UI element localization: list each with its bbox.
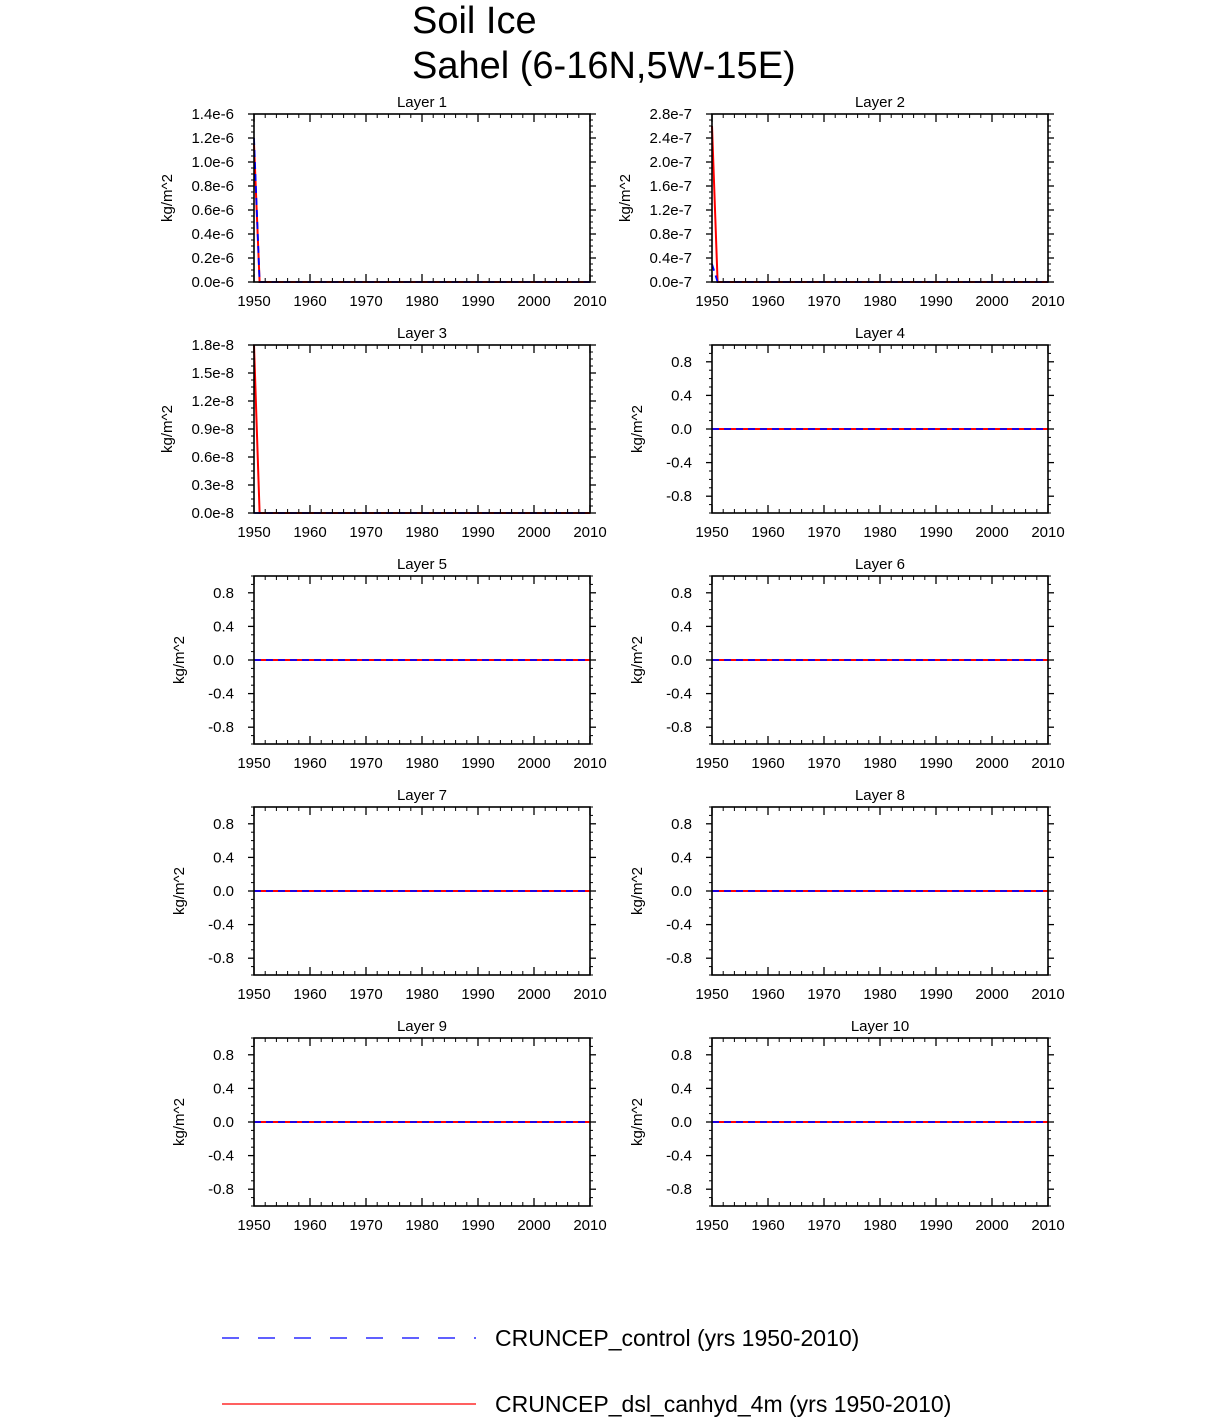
y-tick-label: 0.0 [671, 883, 692, 900]
x-tick-label: 1990 [919, 755, 953, 772]
x-tick-label: 1960 [293, 1217, 327, 1234]
y-tick-label: 0.8 [671, 353, 692, 371]
y-tick-label: 0.8 [213, 1046, 234, 1064]
x-tick-label: 2010 [1031, 524, 1065, 541]
y-tick-label: 0.8 [671, 815, 692, 833]
x-tick-label: 2000 [517, 293, 551, 310]
x-tick-label: 1960 [751, 524, 785, 541]
y-tick-label: 0.0 [213, 652, 234, 669]
x-tick-label: 1990 [461, 524, 495, 541]
x-tick-label: 1970 [807, 293, 841, 310]
panel-title: Layer 2 [854, 94, 906, 111]
y-tick-label: 0.4e-7 [649, 250, 692, 267]
x-tick-label: 1960 [751, 293, 785, 310]
x-tick-label: 1950 [237, 755, 271, 772]
panel-title: Layer 6 [854, 556, 906, 573]
plot-frame [254, 114, 590, 282]
x-tick-label: 1970 [807, 986, 841, 1003]
series-line-dsl-canhyd [254, 345, 590, 513]
x-tick-label: 1970 [349, 986, 383, 1003]
x-tick-label: 1980 [863, 293, 897, 310]
y-tick-label: 1.5e-8 [191, 365, 234, 382]
x-tick-label: 1960 [293, 524, 327, 541]
y-axis-label: kg/m^2 [629, 867, 646, 915]
y-tick-label: -0.4 [666, 685, 692, 703]
x-tick-label: 2000 [975, 524, 1009, 541]
y-tick-label: -0.8 [208, 719, 234, 737]
x-tick-label: 2000 [517, 755, 551, 772]
y-tick-label: 0.8 [213, 815, 234, 833]
plot-frame [712, 114, 1048, 282]
x-tick-label: 1970 [807, 1217, 841, 1234]
x-tick-label: 1980 [405, 986, 439, 1003]
y-tick-label: 0.6e-6 [191, 202, 234, 219]
y-tick-label: 0.2e-6 [191, 250, 234, 267]
y-tick-label: 0.0e-8 [191, 505, 234, 522]
y-tick-label: 0.4 [213, 849, 234, 867]
x-tick-label: 2010 [573, 524, 607, 541]
x-tick-label: 2000 [517, 524, 551, 541]
plot-frame [254, 345, 590, 513]
x-tick-label: 1990 [919, 293, 953, 310]
y-tick-label: 0.0 [671, 421, 692, 438]
x-tick-label: 1970 [349, 293, 383, 310]
x-tick-label: 1950 [237, 524, 271, 541]
x-tick-label: 2000 [975, 1217, 1009, 1234]
panel-layer-7 [171, 787, 607, 1003]
x-tick-label: 1990 [461, 293, 495, 310]
y-tick-label: 1.6e-7 [649, 178, 692, 195]
y-axis-label: kg/m^2 [629, 405, 646, 453]
y-tick-label: 1.2e-8 [191, 393, 234, 410]
x-tick-label: 1990 [919, 524, 953, 541]
x-tick-label: 1950 [237, 1217, 271, 1234]
y-tick-label: 0.8 [671, 584, 692, 602]
y-tick-label: 0.9e-8 [191, 421, 234, 438]
x-tick-label: 1960 [293, 755, 327, 772]
panel-layer-9 [171, 1018, 607, 1234]
x-tick-label: 1990 [461, 986, 495, 1003]
x-tick-label: 1980 [863, 1217, 897, 1234]
x-tick-label: 2010 [573, 1217, 607, 1234]
x-tick-label: 1950 [695, 293, 729, 310]
panel-title: Layer 10 [850, 1018, 910, 1035]
y-tick-label: 0.0e-6 [191, 274, 234, 291]
x-tick-label: 2000 [975, 293, 1009, 310]
y-tick-label: 0.4 [671, 849, 692, 867]
y-tick-label: -0.4 [208, 916, 234, 934]
panel-layer-4 [629, 325, 1065, 541]
x-tick-label: 1980 [405, 524, 439, 541]
x-tick-label: 1980 [863, 524, 897, 541]
panel-title: Layer 4 [854, 325, 906, 342]
y-axis-label: kg/m^2 [159, 405, 176, 453]
x-tick-label: 1950 [237, 986, 271, 1003]
legend [222, 1325, 951, 1417]
panel-title: Layer 8 [854, 787, 906, 804]
panel-title: Layer 7 [396, 787, 448, 804]
x-tick-label: 1970 [349, 524, 383, 541]
x-tick-label: 1980 [405, 293, 439, 310]
series-line-dsl-canhyd [254, 144, 590, 282]
y-tick-label: 0.4 [213, 1080, 234, 1098]
x-tick-label: 2010 [573, 986, 607, 1003]
figure-title-line-1: Soil Ice [412, 0, 537, 42]
panel-layer-10 [629, 1018, 1065, 1234]
panels-group [159, 94, 1065, 1234]
panel-layer-3 [159, 325, 607, 541]
x-tick-label: 1950 [695, 755, 729, 772]
x-tick-label: 1980 [863, 755, 897, 772]
panel-layer-2 [617, 94, 1065, 310]
x-tick-label: 1950 [695, 524, 729, 541]
y-tick-label: -0.4 [208, 1147, 234, 1165]
y-tick-label: 0.4 [671, 618, 692, 636]
y-tick-label: 1.8e-8 [191, 337, 234, 354]
x-tick-label: 1990 [461, 1217, 495, 1234]
x-tick-label: 2010 [1031, 986, 1065, 1003]
y-tick-label: 0.8 [671, 1046, 692, 1064]
figure-title-line-2: Sahel (6-16N,5W-15E) [412, 45, 796, 87]
x-tick-label: 2010 [1031, 293, 1065, 310]
y-tick-label: 0.6e-8 [191, 449, 234, 466]
panel-title: Layer 5 [396, 556, 448, 573]
x-tick-label: 1990 [919, 986, 953, 1003]
x-tick-label: 1970 [807, 524, 841, 541]
y-tick-label: 0.4e-6 [191, 226, 234, 243]
series-line-control [254, 138, 590, 282]
x-tick-label: 1990 [919, 1217, 953, 1234]
x-tick-label: 1960 [293, 293, 327, 310]
y-axis-label: kg/m^2 [159, 174, 176, 222]
panel-title: Layer 1 [396, 94, 448, 111]
legend-label-dsl-canhyd: CRUNCEP_dsl_canhyd_4m (yrs 1950-2010) [495, 1391, 952, 1417]
y-tick-label: -0.8 [666, 719, 692, 737]
y-tick-label: 0.4 [671, 387, 692, 405]
y-tick-label: -0.4 [208, 685, 234, 703]
y-tick-label: -0.8 [208, 950, 234, 968]
x-tick-label: 1980 [863, 986, 897, 1003]
x-tick-label: 2010 [573, 755, 607, 772]
x-tick-label: 1980 [405, 755, 439, 772]
y-tick-label: -0.8 [666, 1181, 692, 1199]
panel-layer-1 [159, 94, 607, 310]
x-tick-label: 1960 [751, 986, 785, 1003]
panel-title: Layer 3 [396, 325, 448, 342]
y-tick-label: 2.8e-7 [649, 106, 692, 123]
y-tick-label: 1.4e-6 [191, 106, 234, 123]
x-tick-label: 2000 [975, 755, 1009, 772]
series-line-dsl-canhyd [712, 126, 1048, 282]
y-tick-label: -0.4 [666, 1147, 692, 1165]
y-tick-label: 0.8e-7 [649, 226, 692, 243]
x-tick-label: 1960 [751, 755, 785, 772]
x-tick-label: 1960 [751, 1217, 785, 1234]
x-tick-label: 1980 [405, 1217, 439, 1234]
y-tick-label: 0.3e-8 [191, 477, 234, 494]
y-tick-label: 2.0e-7 [649, 154, 692, 171]
y-tick-label: 0.4 [671, 1080, 692, 1098]
y-tick-label: -0.8 [666, 488, 692, 506]
y-tick-label: 1.2e-7 [649, 202, 692, 219]
x-tick-label: 1960 [293, 986, 327, 1003]
y-tick-label: 0.0 [213, 883, 234, 900]
x-tick-label: 1950 [695, 986, 729, 1003]
panel-layer-5 [171, 556, 607, 772]
y-axis-label: kg/m^2 [171, 1098, 188, 1146]
x-tick-label: 1990 [461, 755, 495, 772]
x-tick-label: 2000 [517, 986, 551, 1003]
y-axis-label: kg/m^2 [171, 636, 188, 684]
panel-layer-6 [629, 556, 1065, 772]
y-tick-label: 1.2e-6 [191, 130, 234, 147]
panel-layer-8 [629, 787, 1065, 1003]
x-tick-label: 1950 [695, 1217, 729, 1234]
x-tick-label: 1950 [237, 293, 271, 310]
x-tick-label: 2010 [573, 293, 607, 310]
y-tick-label: -0.4 [666, 916, 692, 934]
panel-title: Layer 9 [396, 1018, 448, 1035]
y-tick-label: 0.0e-7 [649, 274, 692, 291]
y-tick-label: 0.0 [213, 1114, 234, 1131]
y-tick-label: 0.8 [213, 584, 234, 602]
y-tick-label: -0.4 [666, 454, 692, 472]
y-tick-label: -0.8 [666, 950, 692, 968]
y-tick-label: 0.8e-6 [191, 178, 234, 195]
x-tick-label: 1970 [807, 755, 841, 772]
legend-label-control: CRUNCEP_control (yrs 1950-2010) [495, 1325, 860, 1351]
y-tick-label: 2.4e-7 [649, 130, 692, 147]
x-tick-label: 2010 [1031, 755, 1065, 772]
y-axis-label: kg/m^2 [629, 1098, 646, 1146]
y-tick-label: 0.0 [671, 652, 692, 669]
x-tick-label: 1970 [349, 755, 383, 772]
y-axis-label: kg/m^2 [629, 636, 646, 684]
y-tick-label: 0.0 [671, 1114, 692, 1131]
x-tick-label: 1970 [349, 1217, 383, 1234]
x-tick-label: 2010 [1031, 1217, 1065, 1234]
x-tick-label: 2000 [517, 1217, 551, 1234]
y-axis-label: kg/m^2 [171, 867, 188, 915]
y-axis-label: kg/m^2 [617, 174, 634, 222]
x-tick-label: 2000 [975, 986, 1009, 1003]
y-tick-label: 1.0e-6 [191, 154, 234, 171]
y-tick-label: 0.4 [213, 618, 234, 636]
y-tick-label: -0.8 [208, 1181, 234, 1199]
